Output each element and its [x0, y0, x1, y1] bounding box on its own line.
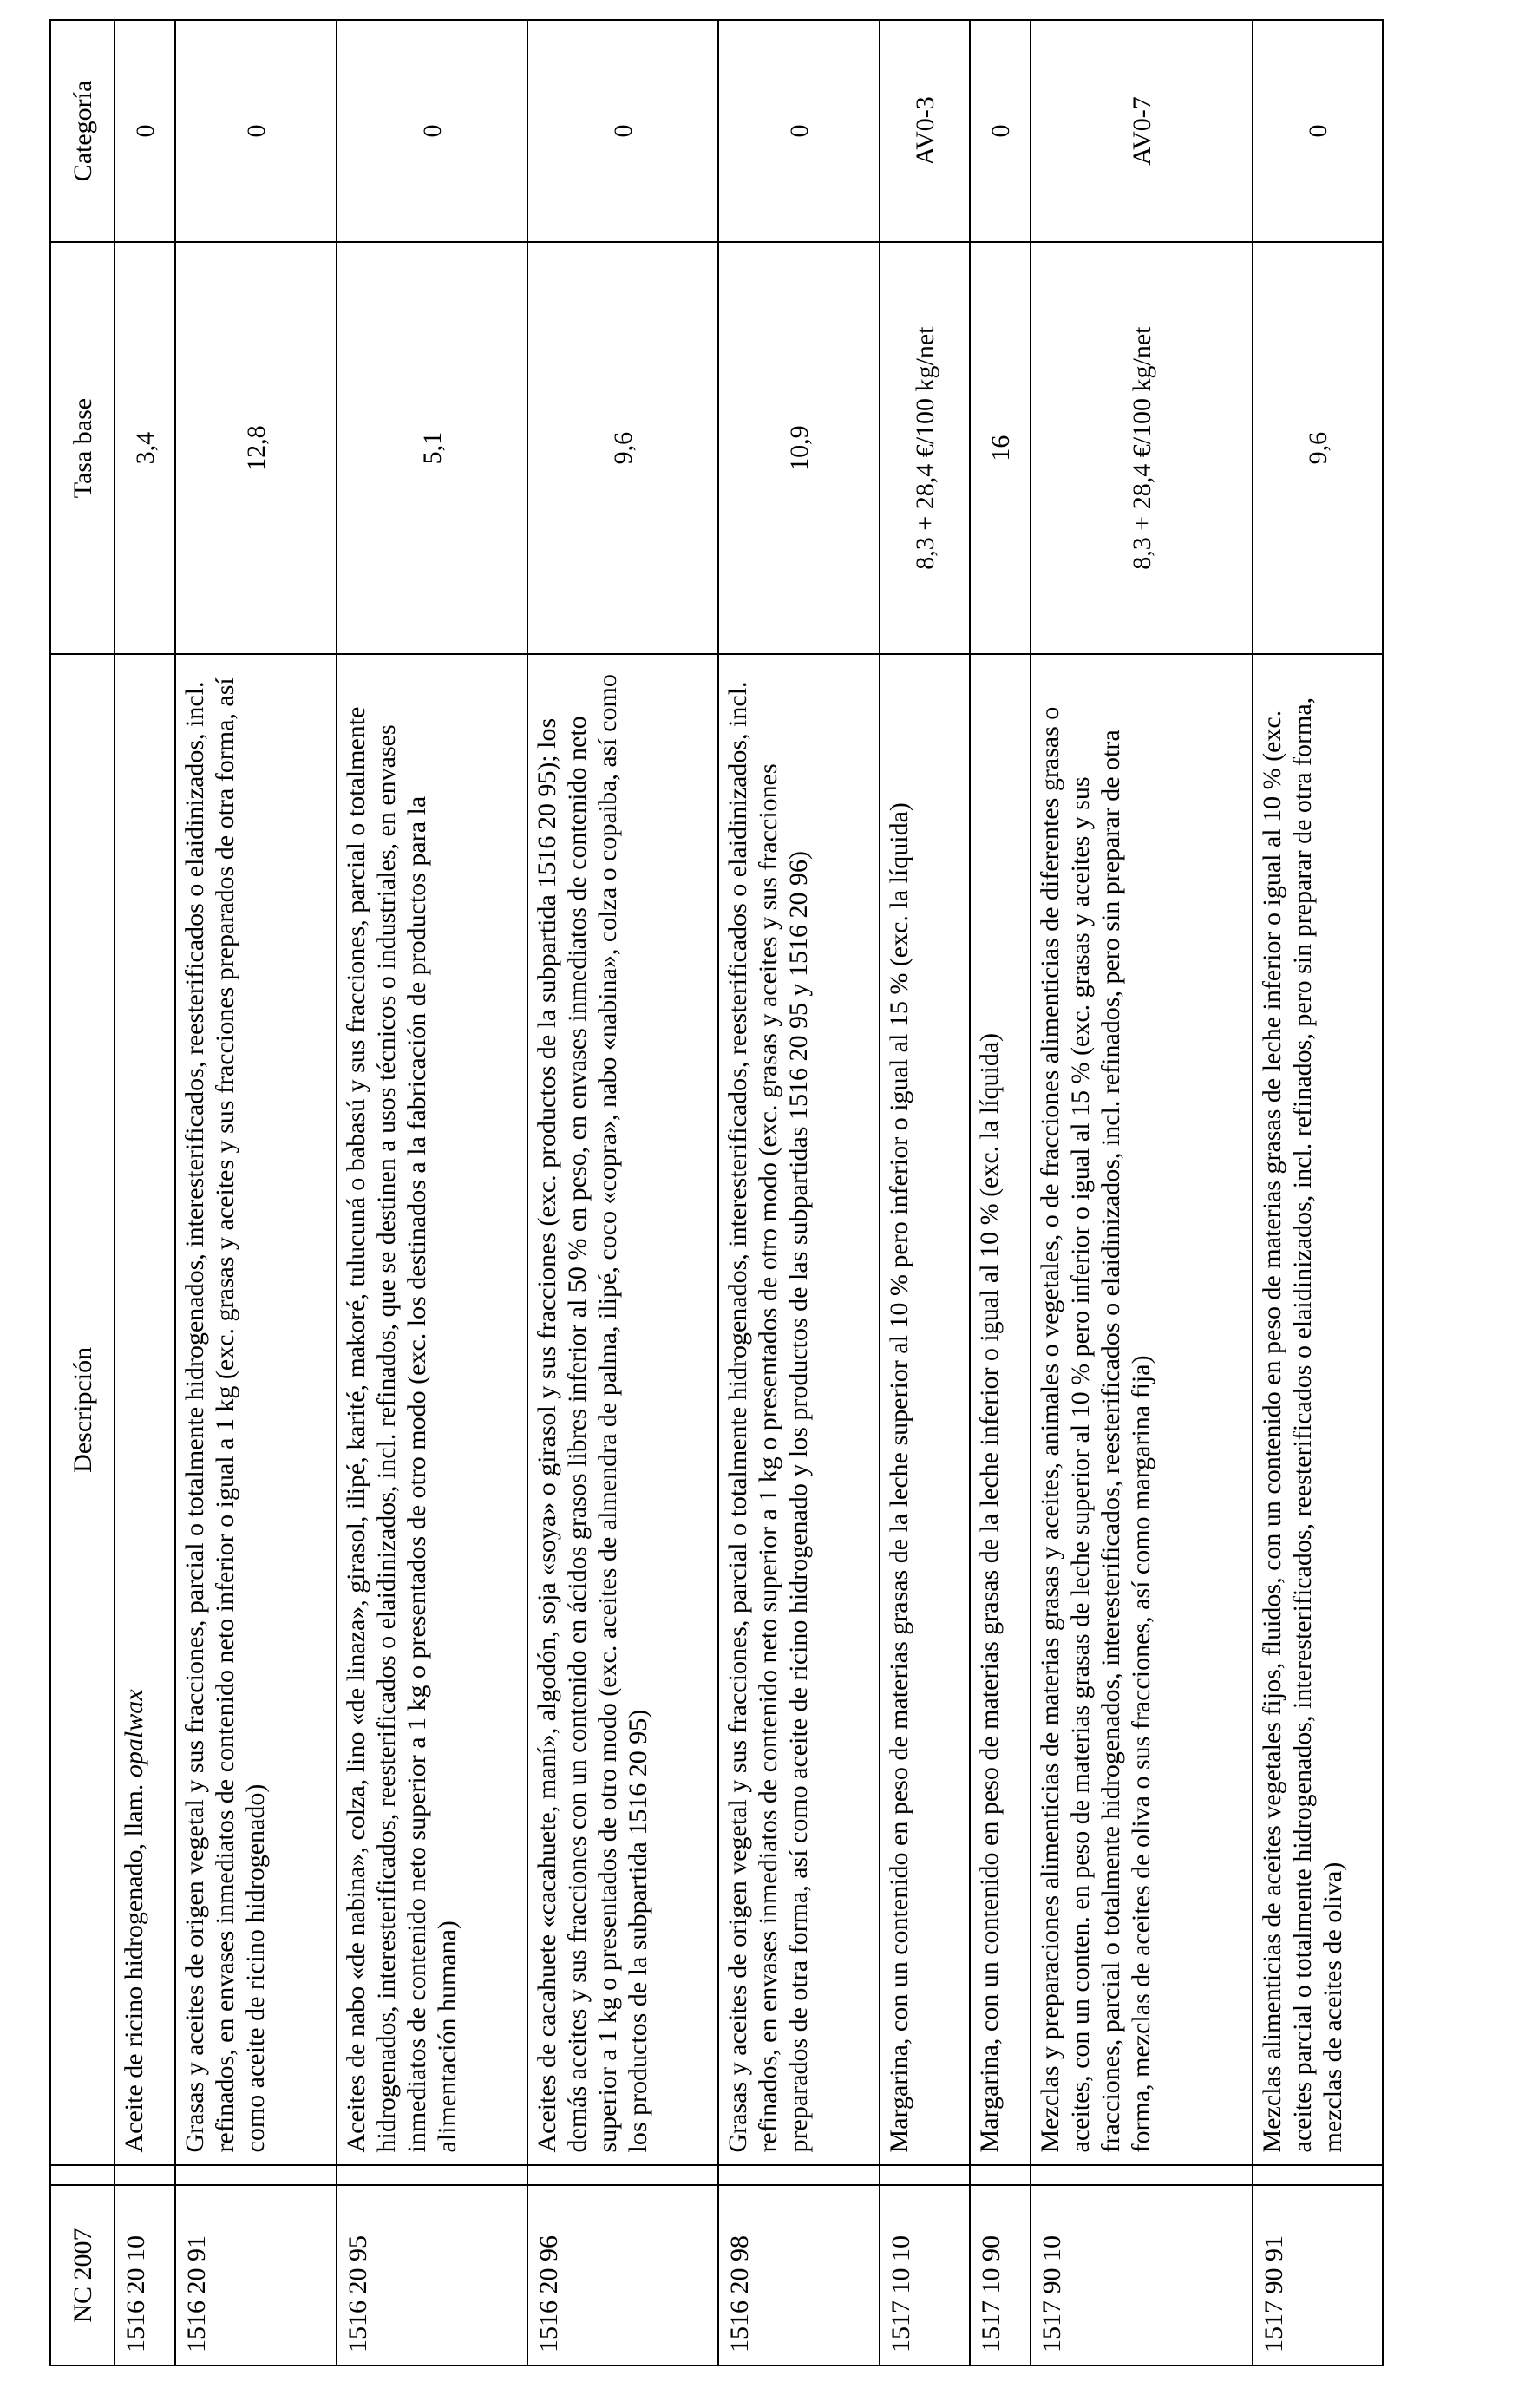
gap-cell: [175, 2165, 337, 2185]
categoria: 0: [175, 20, 337, 242]
description: Margarina, con un contenido en peso de materias grasas de la leche superior al 10 % pero inferior o igual al 15 % (exc. la líquida): [880, 654, 970, 2165]
tasa-base: 5,1: [337, 242, 527, 654]
header-row: [50, 20, 115, 2365]
description-italic: opalwax: [120, 1689, 148, 1778]
nc-code: 1517 10 90: [970, 2185, 1031, 2365]
tasa-base: 9,6: [1253, 242, 1383, 654]
gap-cell: [1253, 2165, 1383, 2185]
nc-code: 1517 90 10: [1031, 2185, 1253, 2365]
header-nc: NC 2007: [50, 2185, 115, 2365]
nc-code: 1517 10 10: [880, 2185, 970, 2365]
description: Mezclas y preparaciones alimenticias de materias grasas y aceites, animales o vegetales, o de fracciones alimenticias de diferentes grasas o aceites, con un conten. en peso de materias grasas de leche superior al 10 % pero inferior o igual al 15 % (exc. grasas y aceites y sus fracciones, parcial o totalmente hidrogenados, interesterificados, reesterificados o elaidinizados, incl. refinados, pero sin preparar de otra forma, mezclas de aceites de oliva o sus fracciones, así como margarina fija): [1031, 654, 1253, 2165]
header-tasa: Tasa base: [50, 242, 115, 654]
header-descripcion: Descripción: [50, 654, 115, 2165]
categoria: AV0-3: [880, 20, 970, 242]
table-row: [718, 20, 880, 2365]
description: Aceites de cacahuete «cacahuete, maní», algodón, soja «soya» o girasol y sus fracciones (exc. productos de la subpartida 1516 20 95); los demás aceites y sus fracciones con un contenido en ácidos grasos libres inferior al 50 % en peso, en envases inmediatos de contenido neto superior a 1 kg o presentados de otro modo (exc. aceites de almendra de palma, ilipé, coco «copra», nabo «nabina», colza o copaiba, así como los productos de la subpartida 1516 20 95): [527, 654, 718, 2165]
tasa-base: 16: [970, 242, 1031, 654]
gap-cell: [1031, 2165, 1253, 2185]
description: Margarina, con un contenido en peso de materias grasas de la leche inferior o igual al 10 % (exc. la líquida): [970, 654, 1031, 2165]
gap-cell: [527, 2165, 718, 2185]
table-row: [1031, 20, 1253, 2365]
description: Grasas y aceites de origen vegetal y sus fracciones, parcial o totalmente hidrogenados, interesterificados, reesterificados o elaidinizados, incl. refinados, en envases inmediatos de contenido neto superior a 1 kg o presentados de otro modo (exc. grasas y aceites y sus fracciones preparados de otra forma, así como aceite de ricino hidrogenado y los productos de las subpartidas 1516 20 95 y 1516 20 96): [718, 654, 880, 2165]
table-row: [115, 20, 175, 2365]
table-row: [880, 20, 970, 2365]
description: Aceite de ricino hidrogenado, llam. opalwax: [115, 654, 175, 2165]
table-row: [970, 20, 1031, 2365]
gap-cell: [970, 2165, 1031, 2185]
categoria: AV0-7: [1031, 20, 1253, 242]
gap-cell: [718, 2165, 880, 2185]
categoria: 0: [718, 20, 880, 242]
description: Mezclas alimenticias de aceites vegetales fijos, fluidos, con un contenido en peso de materias grasas de leche inferior o igual al 10 % (exc. aceites parcial o totalmente hidrogenados, interesterificados, reesterificados o elaidinizados, incl. refinados, pero sin preparar de otra forma, mezclas de aceites de oliva): [1253, 654, 1383, 2165]
tasa-base: 8,3 + 28,4 €/100 kg/net: [1031, 242, 1253, 654]
nc-code: 1516 20 91: [175, 2185, 337, 2365]
header-categoria: Categoría: [50, 20, 115, 242]
table-row: [175, 20, 337, 2365]
categoria: 0: [337, 20, 527, 242]
table-row: [527, 20, 718, 2365]
nc-code: 1516 20 95: [337, 2185, 527, 2365]
header-gap: [50, 2165, 115, 2185]
nc-code: 1516 20 10: [115, 2185, 175, 2365]
categoria: 0: [1253, 20, 1383, 242]
categoria: 0: [970, 20, 1031, 242]
tasa-base: 8,3 + 28,4 €/100 kg/net: [880, 242, 970, 654]
gap-cell: [880, 2165, 970, 2185]
tasa-base: 12,8: [175, 242, 337, 654]
description: Grasas y aceites de origen vegetal y sus fracciones, parcial o totalmente hidrogenados, interesterificados, reesterificados o elaidinizados, incl. refinados, en envases inmediatos de contenido neto inferior o igual a 1 kg (exc. grasas y aceites y sus fracciones preparados de otra forma, así como aceite de ricino hidrogenado): [175, 654, 337, 2165]
tasa-base: 9,6: [527, 242, 718, 654]
table-row: [1253, 20, 1383, 2365]
categoria: 0: [115, 20, 175, 242]
tasa-base: 3,4: [115, 242, 175, 654]
nc-code: 1516 20 96: [527, 2185, 718, 2365]
gap-cell: [337, 2165, 527, 2185]
table-row: [337, 20, 527, 2365]
description: Aceites de nabo «de nabina», colza, lino «de linaza», girasol, ilipé, karité, makoré, tulucuná o babasú y sus fracciones, parcial o totalmente hidrogenados, interesterificados, reesterificados o elaidinizados, incl. refinados, que se destinen a usos técnicos o industriales, en envases inmediatos de contenido neto superior a 1 kg o presentados de otro modo (exc. los destinados a la fabricación de productos para la alimentación humana): [337, 654, 527, 2165]
gap-cell: [115, 2165, 175, 2185]
tariff-table: [49, 19, 1384, 2366]
nc-code: 1516 20 98: [718, 2185, 880, 2365]
categoria: 0: [527, 20, 718, 242]
tasa-base: 10,9: [718, 242, 880, 654]
rotated-page: [49, 19, 1352, 2366]
nc-code: 1517 90 91: [1253, 2185, 1383, 2365]
